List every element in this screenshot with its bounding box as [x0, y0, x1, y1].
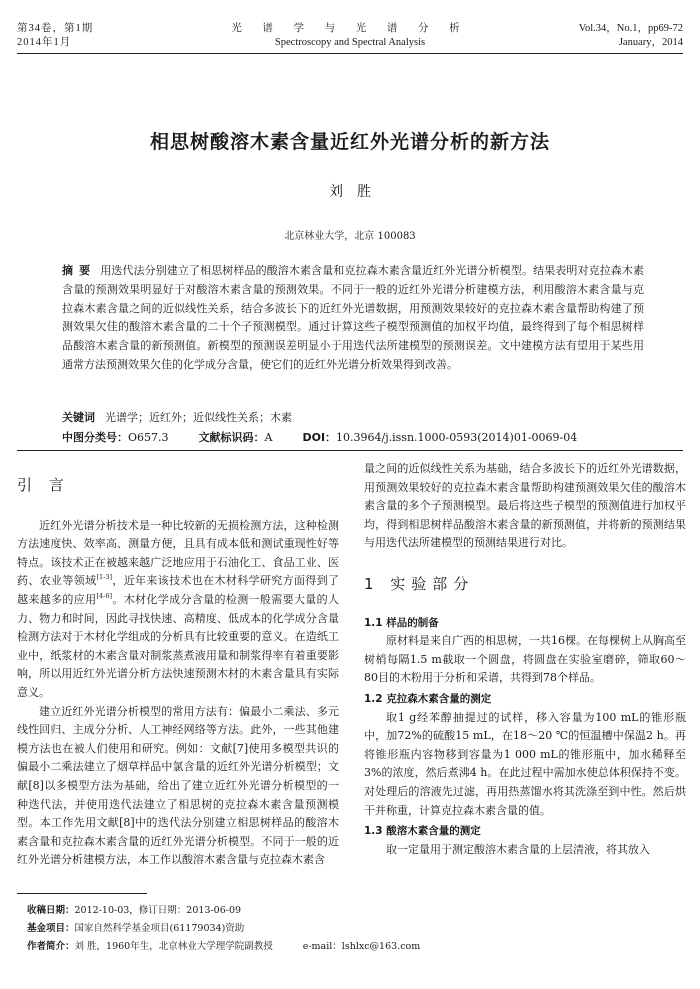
- classification-line: [62, 429, 682, 447]
- volume-issue-zh: 第34卷，第1期: [17, 23, 94, 34]
- header-rule: [17, 53, 683, 54]
- author-email[interactable]: e-mail：lshlxc@163.com: [302, 941, 421, 952]
- citation-1-3[interactable]: [1-3]: [96, 573, 112, 582]
- intro-paragraph-1: 近红外光谱分析技术是一种比较新的无损检测方法，这种检测方法速度快、效率高、测量方便，且具有成本低和测试重现性好等特点。该技术正在被越来越广泛地应用于石油化工、食品工业、医药、农业等领域[1-3]，近年来该技术也在木材科学研究方面得到了越来越多的应用[4-6]。木材化学成分含量的检测一般需要大量的人力、物力和时间，因此寻找快速、高精度、低成本的化学成分含量检测方法对于木材化学组成的分析具有比较重要的意义。在造纸工业中，纸浆材的木素含量对制浆蒸煮液用量和制浆得率有着重要影响，所以用近红外光谱分析方法快速预测木材的木素含量具有实际意义。: [17, 518, 340, 699]
- intro-paragraph-continued: 量之间的近似线性关系为基础，结合多波长下的近红外光谱数据，用预测效果较好的克拉森木素含量帮助构建预测效果欠佳的酸溶木素含量的多个子预测模型。最后将这些子模型的预测值进行加权平均，得到相思树样品酸溶木素含量的新预测值，并将新的预测结果与用迭代法所建模型的预测结果进行对比。: [364, 462, 686, 550]
- right-column: [364, 460, 686, 859]
- subsection-1-3-heading: 1.3 酸溶木素含量的测定: [364, 825, 481, 838]
- journal-name-zh: 光 谱 学 与 光 谱 分 析: [231, 23, 469, 34]
- journal-name-en: Spectroscopy and Spectral Analysis: [274, 37, 426, 48]
- doi-value[interactable]: 10.3964/j.issn.1000-0593(2014)01-0069-04: [336, 431, 578, 444]
- funding: 基金项目：国家自然科学基金项目(61179034)资助: [27, 923, 245, 934]
- footnote: [27, 902, 667, 956]
- date-en: January，2014: [618, 37, 683, 48]
- keywords-text: 光谱学；近红外；近似线性关系；木素: [105, 411, 292, 424]
- author-name: 刘胜: [329, 184, 385, 200]
- received-date: 收稿日期：2012-10-03，修订日期：2013-06-09: [27, 905, 242, 916]
- volume-pages-en: Vol.34，No.1，pp69-72: [578, 23, 683, 34]
- intro-paragraph-2: 建立近红外光谱分析模型的常用方法有：偏最小二乘法、多元线性回归、主成分分析、人工神经网络等方法。此外，一些其他建模方法也在被人们使用和研究。例如：文献[7]使用多模型共识的偏最小二乘法建立了烟草样品中氯含量的近红外光谱分析模型；文献[8]以多模型方法为基础，给出了建立近红外光谱分析模型的一种迭代法，并使用迭代法建立了相思树的克拉森木素含量预测模型。本工作先用文献[8]中的迭代法分别建立相思树样品的酸溶木素含量和克拉森木素含量的近红外光谱分析模型。不同于一般的近红外光谱分析建模方法，本工作以酸溶木素含量与克拉森木素含: [17, 704, 339, 867]
- clc-value: O657.3: [128, 431, 169, 444]
- keywords: [62, 409, 662, 427]
- running-header: [17, 22, 683, 62]
- left-column: [17, 460, 339, 870]
- date-zh: 2014年1月: [17, 37, 72, 48]
- intro-heading: 引 言: [17, 476, 70, 494]
- footnote-rule: [17, 893, 147, 894]
- section-divider: [17, 450, 683, 451]
- subsection-1-2-heading: 1.2 克拉森木素含量的测定: [364, 692, 492, 705]
- subsection-1-1-heading: 1.1 样品的制备: [364, 616, 439, 629]
- header-right: [579, 22, 683, 50]
- abstract-text: 用迭代法分别建立了相思树样品的酸溶木素含量和克拉森木素含量近红外光谱分析模型。结果表明对克拉森木素含量的预测效果明显好于对酸溶木素含量的预测效果。不同于一般的近红外光谱分析建模方法，利用酸溶木素含量与克拉森木素含量之间的近似线性关系，结合多波长下的近红外光谱数据，用预测效果较好的克拉森木素含量帮助构建了预测效果欠佳的酸溶木素含量的二十个子预测模型。通过计算这些子模型预测值的加权平均值，最终得到了每个相思树样品酸溶木素含量的新预测值。新模型的预测误差明显小于用迭代法所建模型的预测误差。文中建模方法有望用于某些用通常方法预测效果欠佳的化学成分含量，使它们的近红外光谱分析效果得到改善。: [62, 264, 644, 371]
- section-1-heading: 1 实验部分: [364, 574, 475, 593]
- paper-title: 相思树酸溶木素含量近红外光谱分析的新方法: [149, 131, 550, 153]
- doi-label: DOI：: [302, 431, 337, 444]
- doc-code-label: 文献标识码：: [198, 431, 265, 444]
- author-bio: 作者简介：刘 胜，1960年生，北京林业大学理学院副教授 e-mail：lshlxc@163.com: [27, 941, 421, 952]
- abstract-label: 摘要: [62, 264, 97, 277]
- affiliation: 北京林业大学，北京 100083: [284, 231, 416, 242]
- abstract: [62, 262, 644, 375]
- keywords-label: 关键词: [62, 411, 95, 424]
- citation-4-6[interactable]: [4-6]: [96, 591, 112, 600]
- klason-lignin-paragraph: 取1 g经苯醇抽提过的试样，移入容量为100 mL的锥形瓶中，加72%的硫酸15 mL，在18～20 ℃的恒温槽中保温2 h。再将锥形瓶内容物移到容量为1 000 mL的锥形瓶中，加水稀释至3%的浓度，然后煮沸4 h。在此过程中需加水使总体积保持不变。对处理后的溶液先过滤，再用热蒸馏水将其洗涤至到中性。然后烘干并称重，计算克拉森木素含量的值。: [364, 710, 686, 817]
- acid-soluble-lignin-paragraph: 取一定量用于测定酸溶木素含量的上层清液，将其放入: [386, 842, 650, 856]
- doc-code-value: A: [264, 431, 273, 444]
- clc-label: 中图分类号：: [62, 431, 128, 444]
- sample-preparation-paragraph: 原材料是来自广西的相思树，一共16棵。在每棵树上从胸高至树梢每隔1.5 m截取一个圆盘，将圆盘在实验室磨碎，筛取60～80目的木粉用于分析和采谱，共得到78个样品。: [364, 634, 686, 685]
